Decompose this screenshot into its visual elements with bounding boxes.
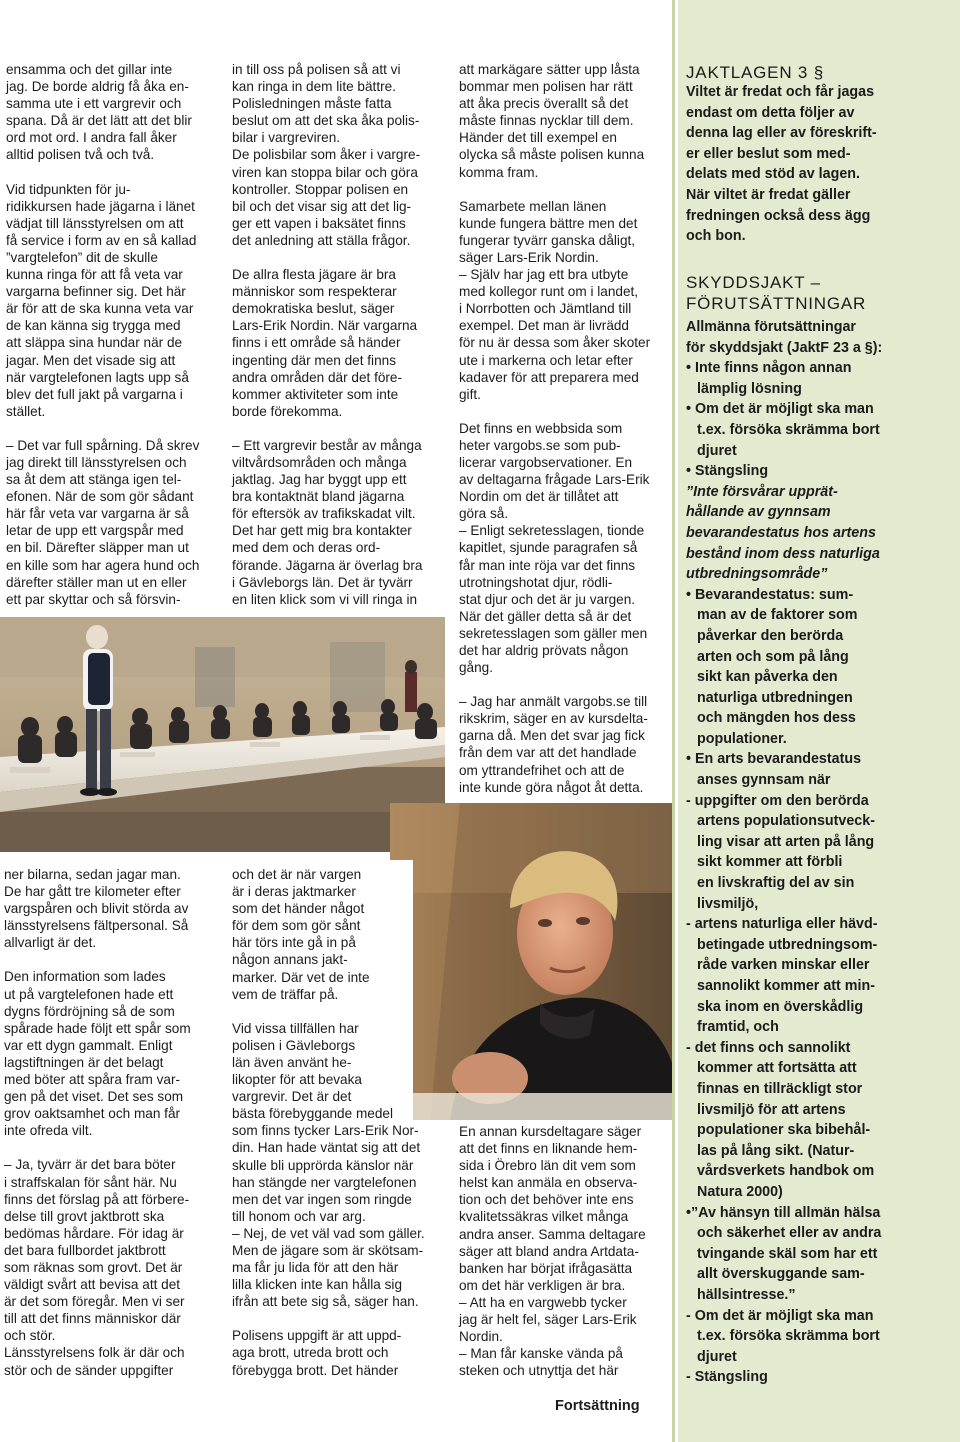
sidebar-list-line: tvingande skäl som har ett xyxy=(697,1245,878,1262)
sidebar-divider xyxy=(672,0,675,1442)
sidebar-list-line: • Om det är möjligt ska man xyxy=(686,401,874,418)
sidebar-jaktlagen-text xyxy=(686,82,954,247)
sidebar-heading-skyddsjakt: SKYDDSJAKT – FÖRUTSÄTTNINGAR xyxy=(686,273,867,313)
sidebar-list-line: arten och som på lång xyxy=(697,648,849,665)
paragraph: att markägare sätter upp låsta bommar men polisen har rätt att åka precis överallt så det måste finnas nycklar till dem. Händer det till exempel en olycka så måste polisen kunna komma fram. xyxy=(459,62,645,180)
sidebar-list-line: sikt kommer att förbli xyxy=(697,854,843,871)
sidebar-list-line: en livskraftig del av sin xyxy=(697,875,855,892)
sidebar-list-line: råde varken minskar eller xyxy=(697,957,870,974)
paragraph: ensamma och det gillar inte jag. De borde aldrig få åka en- samma ute i ett vargrevir och spana. Då är det lätt att det blir ord mot ord. I andra fall åker alltid polisen två och två. xyxy=(6,62,192,163)
sidebar-list-line: - Stängsling xyxy=(686,1369,768,1386)
sidebar-list-line: livsmiljö för att artens xyxy=(697,1101,846,1118)
article-column-2-top xyxy=(232,61,444,608)
sidebar-list-line: artens populationsutveck- xyxy=(697,813,875,830)
paragraph: Den information som lades ut på vargtelefonen hade ett dygns fördröjning så de som spårade hade följt ett spår som var ett dygn gammalt. Enligt lagstiftningen är det belagt med böter att spåra fram var- gen på det viset. Det ses som grov oaktsamhet och man får inte ofreda vilt. xyxy=(4,969,191,1139)
paragraph: Det finns en webbsida som heter vargobs.se som pub- licerar vargobservationer. En av deltagarna frågade Lars-Erik Nordin om det är tillåtet att göra så. – Enligt sekretesslagen, tionde kapitlet, sjunde paragrafen så får man inte röja var det finns utrotningshotat djur, rödli- stat djur och det är ju vargen. När det gäller detta så är det sekretesslagen som gäller men det har aldrig prövats någon gång. xyxy=(459,420,650,676)
sidebar-list-line: t.ex. försöka skrämma bort xyxy=(697,421,880,438)
sidebar-list-line: - det finns och sannolikt xyxy=(686,1039,851,1056)
article-column-3-bottom xyxy=(459,1123,671,1379)
paragraph: ner bilarna, sedan jagar man. De har gått tre kilometer efter vargspåren och blivit störda av länsstyrelsens fältpersonal. Så allvarligt är det. xyxy=(4,867,189,951)
sidebar-list-line: - Om det är möjligt ska man xyxy=(686,1307,874,1324)
sidebar-list-line: Natura 2000) xyxy=(697,1183,783,1200)
sidebar-list-line: vårdsverkets handbok om xyxy=(697,1163,875,1180)
sidebar-list-line: • Inte finns någon annan xyxy=(686,360,852,377)
sidebar-list-line: t.ex. försöka skrämma bort xyxy=(697,1328,880,1345)
sidebar-list-line: betingade utbredningsom- xyxy=(697,936,878,953)
paragraph: De allra flesta jägare är bra människor som respekterar demokratiska beslut, säger Lars-Erik Nordin. När vargarna finns i ett område så händer ingenting där men det finns andra områden där det före- kommer aktiviteter som inte borde förekomma. xyxy=(232,267,418,419)
sidebar-list-line: finnas en tillräckligt stor xyxy=(697,1080,863,1097)
sidebar-list-line: sikt kan påverka den xyxy=(697,669,838,686)
sidebar-list-line: ling visar att arten på lång xyxy=(697,833,875,850)
sidebar-list-line: för skyddsjakt (JaktF 23 a §): xyxy=(686,339,883,356)
sidebar-list-line: populationer ska bibehål- xyxy=(697,1122,871,1139)
sidebar-list-line: bevarandestatus hos artens xyxy=(686,524,876,541)
article-column-1-top xyxy=(6,61,214,608)
sidebar-list-line: naturliga utbredningen xyxy=(697,689,853,706)
article-column-2-bottom xyxy=(232,866,444,1379)
paragraph: Polisens uppgift är att uppd- aga brott, utreda brott och förebygga brott. Det händer xyxy=(232,1328,402,1378)
sidebar-list-line: djuret xyxy=(697,442,737,459)
sidebar-list-line: populationer. xyxy=(697,730,787,747)
sidebar-list-line: ”Inte försvårar upprät- xyxy=(686,483,838,500)
paragraph: Vid vissa tillfällen har polisen i Gävleborgs län även använt he- likopter för att bevaka vargrevir. Det är det bästa förebyggande medel som finns tycker Lars-Erik Nor- din. Han hade väntat sig att det skulle bli upprörda känslor när han stängde ner vargtelefonen men det var ingen som ringde till honom och var arg. – Nej, de vet väl vad som gäller. Men de jägare som är skötsam- ma får ju lida för att den här lilla klicken inte kan hålla sig ifrån att bete sig så, säger han. xyxy=(232,1020,425,1310)
article-column-1-bottom xyxy=(4,866,214,1379)
paragraph: och det är när vargen är i deras jaktmarker som det händer något för dem som gör sånt här törs inte gå in på någon annans jakt- marker. Där vet de inte vem de träffar på. xyxy=(232,867,370,1002)
sidebar-list-line: sannolikt kommer att min- xyxy=(697,978,875,994)
sidebar-list-line: - uppgifter om den berörda xyxy=(686,792,869,809)
paragraph: – Ett vargrevir består av många viltvårdsområden och många jaktlag. Jag har byggt upp ett bra kontaktnät bland jägarna för eftersök av trafikskadat vilt. Det har gett mig bra kontakter med dem och deras ord- förande. Jägarna är överlag bra i Gävleborgs län. Det är tyvärr en liten klick som vi vill ringa in xyxy=(232,437,423,607)
sidebar-heading-jaktlagen: JAKTLAGEN 3 § xyxy=(686,63,824,82)
sidebar-list-line: •”Av hänsyn till allmän hälsa xyxy=(686,1204,881,1221)
sidebar-list-line: hållande av gynnsam xyxy=(686,504,831,521)
paragraph: in till oss på polisen så att vi kan ringa in dem lite bättre. Polisledningen måste fatta beslut om att det ska åka polis- bilar i vargreviren. De polisbilar som åker i vargre- viren kan stoppa bilar och göra kontroller. Stoppar polisen en bil och det visar sig att det lig- ger ett vapen i baksätet finns det anledning att ställa frågor. xyxy=(232,62,421,248)
sidebar-list-line: - artens naturliga eller hävd- xyxy=(686,916,878,933)
sidebar-list-line: framtid, och xyxy=(697,1019,779,1036)
paragraph: – Jag har anmält vargobs.se till rikskrim, säger en av kursdelta- garna då. Men det svar jag fick från dem var att det handlade om yttrandefrihet och att de inte kunde göra något åt detta. xyxy=(459,694,648,795)
sidebar-list-line: anses gynnsam när xyxy=(697,772,831,789)
sidebar-list-line: djuret xyxy=(697,1348,737,1365)
sidebar-list-line: utbredningsområde” xyxy=(686,566,828,583)
meeting-photo xyxy=(0,617,445,852)
sidebar-list-line: • En arts bevarandestatus xyxy=(686,751,862,768)
sidebar-list-line: livsmiljö, xyxy=(697,895,759,912)
paragraph: – Det var full spårning. Då skrev jag direkt till länsstyrelsen och sa åt dem att stänga igen tel- efonen. När de som gör sådant här får veta var vargarna är så letar de upp ett vargspår med en bil. Därefter släpper man ut en kille som har agera hund och därefter ställer man ut en eller ett par skyttar och så försvin- xyxy=(6,437,200,607)
sidebar-list-line: och säkerhet eller av andra xyxy=(697,1225,882,1242)
sidebar-paragraph: Viltet är fredat och får jagas endast om detta följer av denna lag eller av föreskrift- er eller beslut som med- delats med stöd av lagen. När viltet är fredat gäller fredningen också dess ägg och bon. xyxy=(686,84,877,245)
sidebar-list-line: man av de faktorer som xyxy=(697,607,858,624)
paragraph: Vid tidpunkten för ju- ridikkursen hade jägarna i länet vädjat till länsstyrelsen om att få service i form av en så kallad ”vargtelefon” dit de skulle kunna ringa för att få veta var vargarna befinner sig. Det här är för att de ska kunna veta var de kan känna sig trygga med att släppa sina hundar när de jagar. Men det visade sig att när vargtelefonen lagts upp så blev det full jakt på vargarna i stället. xyxy=(6,181,197,419)
continuation-label: Fortsättning xyxy=(555,1398,640,1414)
sidebar-list-line: lämplig lösning xyxy=(697,380,802,397)
sidebar-list-line: allt överskuggande sam- xyxy=(697,1266,865,1283)
sidebar-list-line: och mängden hos dess xyxy=(697,710,856,727)
sidebar-list-line: ska inom en överskådlig xyxy=(697,998,864,1015)
sidebar-list-line: • Stängsling xyxy=(686,463,769,480)
article-column-3-top xyxy=(459,61,671,796)
sidebar-list-line: kommer att fortsätta att xyxy=(697,1060,857,1077)
sidebar-list-line: • Bevarandestatus: sum- xyxy=(686,586,854,603)
sidebar-list-line: hällsintresse.” xyxy=(697,1286,796,1303)
sidebar-list-line: Allmänna förutsättningar xyxy=(686,319,856,335)
sidebar-list-line: bestånd inom dess naturliga xyxy=(686,545,880,562)
sidebar-list-line: las på lång sikt. (Natur- xyxy=(697,1142,855,1159)
paragraph: En annan kursdeltagare säger att det finns en liknande hem- sida i Örebro län dit vem som helst kan anmäla en observa- tion och det behöver inte ens kvalitetssäkras vilket många andra anser. Samma deltagare säger att bland andra Artdata- banken har börjat ifrågasätta om det här verkligen är bra. – Att ha en vargwebb tycker jag är helt fel, säger Lars-Erik Nordin. – Man får kanske vända på steken och utnyttja det här xyxy=(459,1124,646,1379)
paragraph: – Ja, tyvärr är det bara böter i straffskalan för sånt här. Nu finns det förslag på att förbere- delse till grovt jaktbrott ska bedömas hårdare. För idag är det bara fullbordet jaktbrott som räknas som grovt. Det är väldigt svårt att bevisa att det är det som föregår. Men vi ser till att det finns människor där och stör. Länsstyrelsens folk är där och stör och de sänder uppgifter xyxy=(4,1157,190,1378)
sidebar-skyddsjakt-list xyxy=(686,317,954,1388)
sidebar-list-line: påverkar den berörda xyxy=(697,627,844,644)
paragraph: Samarbete mellan länen kunde fungera bättre men det fungerar tyvärr ganska dåligt, säger Lars-Erik Nordin. – Själv har jag ett bra utbyte med kollegor runt om i landet, i Norrbotten och Jämtland till exempel. Det man är livrädd för nu är dessa som åker skoter ute i markerna och letar efter kadaver för att preparera med gift. xyxy=(459,198,651,402)
